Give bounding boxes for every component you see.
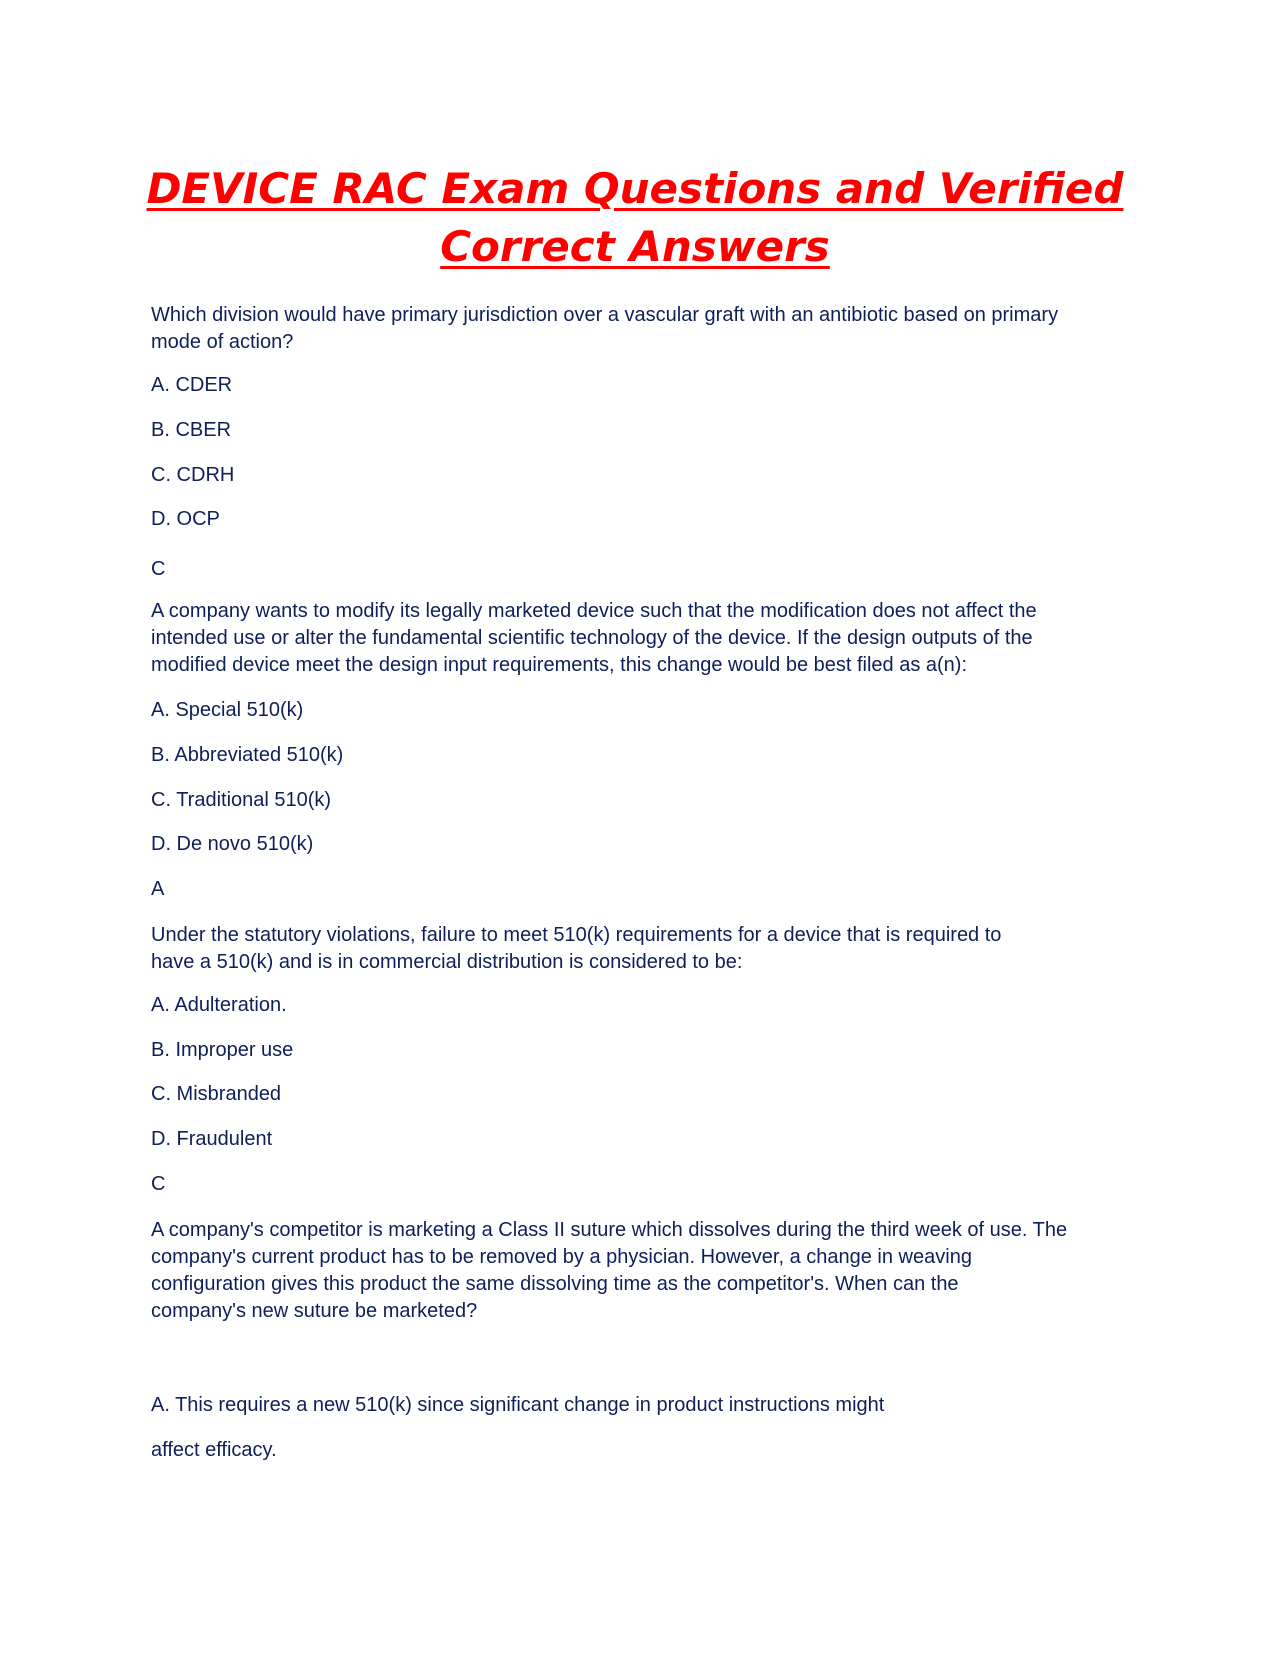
title-line-1: DEVICE RAC Exam Questions and Verified (146, 164, 1124, 213)
question-4-stem (151, 1217, 1067, 1325)
question-stem-line: A company wants to modify its legally marketed device such that the modification does not affect the (151, 600, 1037, 622)
question-1-option-c: C. CDRH (151, 464, 235, 486)
question-2-stem (151, 598, 1037, 679)
question-stem-line: A company's competitor is marketing a Class II suture which dissolves during the third week of use. The (151, 1219, 1068, 1241)
question-1-option-d: D. OCP (151, 508, 220, 530)
question-4-option-a: A. This requires a new 510(k) since significant change in product instructions might (151, 1394, 885, 1416)
question-1-stem (151, 302, 1058, 356)
question-1-option-a: A. CDER (151, 374, 233, 396)
question-3-option-a: A. Adulteration. (151, 994, 287, 1016)
question-3-stem (151, 922, 1001, 976)
question-2-option-d: D. De novo 510(k) (151, 833, 314, 855)
question-stem-line: intended use or alter the fundamental scientific technology of the device. If the design outputs of the (151, 627, 1033, 649)
question-stem-line: have a 510(k) and is in commercial distribution is considered to be: (151, 951, 743, 973)
title-line-2: Correct Answers (440, 222, 830, 271)
question-3-option-c: C. Misbranded (151, 1083, 282, 1105)
question-2-option-c: C. Traditional 510(k) (151, 789, 332, 811)
question-2-option-b: B. Abbreviated 510(k) (151, 744, 344, 766)
question-stem-line: configuration gives this product the same dissolving time as the competitor's. When can the (151, 1273, 959, 1295)
question-stem-line: Which division would have primary jurisdiction over a vascular graft with an antibiotic based on primary (151, 304, 1059, 326)
document-title (120, 160, 1150, 276)
question-1-answer: C (151, 558, 166, 580)
question-3-option-d: D. Fraudulent (151, 1128, 273, 1150)
question-3-option-b: B. Improper use (151, 1039, 294, 1061)
question-2-option-a: A. Special 510(k) (151, 699, 304, 721)
question-4-option-a-continued: affect efficacy. (151, 1439, 277, 1461)
question-2-answer: A (151, 878, 165, 900)
question-stem-line: Under the statutory violations, failure to meet 510(k) requirements for a device that is required to (151, 924, 1002, 946)
question-3-answer: C (151, 1173, 166, 1195)
question-1-option-b: B. CBER (151, 419, 232, 441)
question-stem-line: mode of action? (151, 331, 294, 353)
question-stem-line: modified device meet the design input requirements, this change would be best filed as a(n): (151, 654, 968, 676)
question-stem-line: company's new suture be marketed? (151, 1300, 478, 1322)
question-stem-line: company's current product has to be removed by a physician. However, a change in weaving (151, 1246, 972, 1268)
